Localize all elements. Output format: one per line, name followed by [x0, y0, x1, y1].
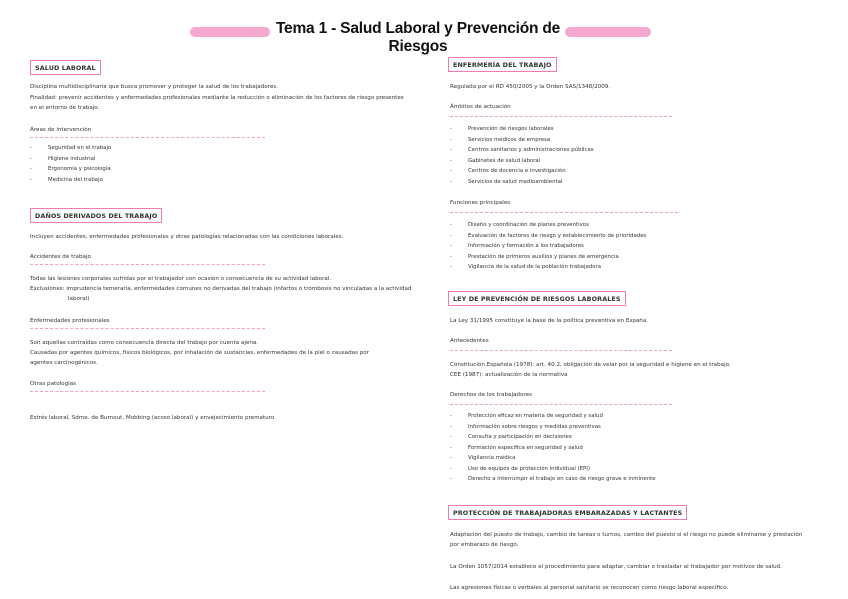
salud-laboral-finalidad: Finalidad: prevenir accidentes y enfermedades profesionales mediante la reducción o eliminación de los factores de riesgo presentes en el entorno de trabajo.	[30, 95, 404, 111]
proteccion-adaptacion: Adaptación del puesto de trabajo, cambio de tareas o turnos, cambio del puesto si el riesgo no puede eliminarse y prestación por embarazo de riesgo.	[450, 532, 803, 548]
list-item: - Centros sanitarios y administraciones públicas	[450, 145, 594, 156]
proteccion-orden-1057: La Orden 1057/2014 establece el procedimiento para adaptar, cambiar o trasladar al trabajador por motivos de salud.	[450, 564, 783, 570]
list-item: - Información sobre riesgos y medidas preventivas	[450, 422, 656, 433]
list-item: - Evaluación de factores de riesgo y establecimiento de prioridades	[450, 231, 646, 242]
funciones-principales-label: Funciones principales	[450, 200, 511, 206]
list-item: - Protección eficaz en materia de seguridad y salud	[450, 411, 656, 422]
list-item: - Medicina del trabajo	[30, 175, 111, 186]
accidentes-definicion: Todas las lesiones corporales sufridas por el trabajador con ocasión o consecuencia de su actividad laboral.	[30, 276, 332, 282]
list-item: - Higiene industrial	[30, 154, 111, 165]
derechos-trabajadores-label: Derechos de los trabajadores	[450, 392, 532, 398]
ley-prevencion-heading: LEY DE PREVENCIÓN DE RIESGOS LABORALES	[448, 291, 626, 306]
list-item: - Derecho a interrumpir el trabajo en caso de riesgo grave e inminente	[450, 474, 656, 485]
enfermedades-profesionales-label: Enfermedades profesionales	[30, 318, 110, 324]
ley-31-1995-text: La Ley 31/1995 constituye la base de la política preventiva en España.	[450, 318, 649, 324]
list-item: - Formación específica en seguridad y salud	[450, 443, 656, 454]
list-item: - Vigilancia médica	[450, 453, 656, 464]
dashed-divider	[450, 404, 672, 405]
list-item: - Prevención de riesgos laborales	[450, 124, 594, 135]
derechos-trabajadores-list	[450, 411, 656, 485]
otras-patologias-label: Otras patologías	[30, 381, 77, 387]
list-item: - Uso de equipos de protección individual (EPI)	[450, 464, 656, 475]
dashed-divider	[30, 328, 265, 329]
accidentes-trabajo-label: Accidentes de trabajo	[30, 254, 91, 260]
list-item: - Servicios médicos de empresa	[450, 135, 594, 146]
dashed-divider	[450, 116, 672, 117]
antecedentes-constitucion: Constitución Española (1978): art. 40.2, obligación de velar por la seguridad e higiene en el trabajo.	[450, 362, 731, 368]
list-item: - Gabinetes de salud laboral	[450, 156, 594, 167]
areas-intervencion-list	[30, 143, 111, 185]
dashed-divider	[450, 350, 672, 351]
list-item: - Seguridad en el trabajo	[30, 143, 111, 154]
antecedentes-label: Antecedentes	[450, 338, 489, 344]
title-row	[0, 18, 848, 55]
enfermeria-trabajo-heading: ENFERMERÍA DEL TRABAJO	[448, 57, 557, 72]
funciones-principales-list	[450, 220, 646, 273]
danos-derivados-heading: DAÑOS DERIVADOS DEL TRABAJO	[30, 208, 162, 223]
list-item: - Información y formación a los trabajadores	[450, 241, 646, 252]
dashed-divider	[30, 391, 265, 392]
list-item: - Prestación de primeros auxilios y planes de emergencia	[450, 252, 646, 263]
otras-patologias-text: Estrés laboral, Sdme. de Burnout, Mobbing (acoso laboral) y envejecimiento prematuro.	[30, 415, 277, 421]
salud-laboral-definition: Disciplina multidisciplinaria que busca promover y proteger la salud de los trabajadores.	[30, 84, 278, 90]
page-title: Tema 1 - Salud Laboral y Prevención de Riesgos	[275, 20, 561, 55]
proteccion-embarazadas-heading: PROTECCIÓN DE TRABAJADORAS EMBARAZADAS Y LACTANTES	[448, 505, 687, 520]
enfermeria-regulacion: Regulada por el RD 450/2005 y la Orden SAS/1348/2009.	[450, 84, 611, 90]
list-item: - Consulta y participación en decisiones	[450, 432, 656, 443]
antecedentes-cee: CEE (1987): actualización de la normativa	[450, 372, 568, 378]
accidentes-exclusiones: Exclusiones: imprudencia temeraria, enfermedades comunes no derivadas del trabajo (infartos o trombosis no vinculadas a la actividad	[30, 286, 412, 292]
title-decoration-right	[565, 27, 651, 37]
list-item: - Ergonomía y psicología	[30, 164, 111, 175]
dashed-divider	[30, 264, 265, 265]
accidentes-exclusiones-cont: laboral)	[68, 296, 90, 302]
list-item: - Servicios de salud medioambiental	[450, 177, 594, 188]
proteccion-agresiones: Las agresiones físicas o verbales al personal sanitario se reconocen como riesgo laboral específico.	[450, 585, 729, 591]
ambitos-actuacion-label: Ámbitos de actuación	[450, 104, 511, 110]
dashed-divider	[30, 137, 265, 138]
salud-laboral-heading: SALUD LABORAL	[30, 60, 101, 75]
list-item: - Centros de docencia e investigación	[450, 166, 594, 177]
dashed-divider	[450, 212, 678, 213]
enfermedades-causas: Causadas por agentes químicos, físicos biológicos, por inhalación de sustancias, enfermedades de la piel o causadas por agentes carcinogénicos.	[30, 350, 370, 366]
enfermedades-definicion: Son aquellas contraídas como consecuencia directa del trabajo por cuenta ajena.	[30, 340, 259, 346]
ambitos-actuacion-list	[450, 124, 594, 187]
title-decoration-left	[190, 27, 270, 37]
list-item: - Diseño y coordinación de planes preventivos	[450, 220, 646, 231]
danos-intro: Incluyen accidentes, enfermedades profesionales y otras patologías relacionadas con las condiciones laborales.	[30, 234, 344, 240]
list-item: - Vigilancia de la salud de la población trabajadora	[450, 262, 646, 273]
areas-intervencion-label: Áreas de intervención	[30, 127, 92, 133]
